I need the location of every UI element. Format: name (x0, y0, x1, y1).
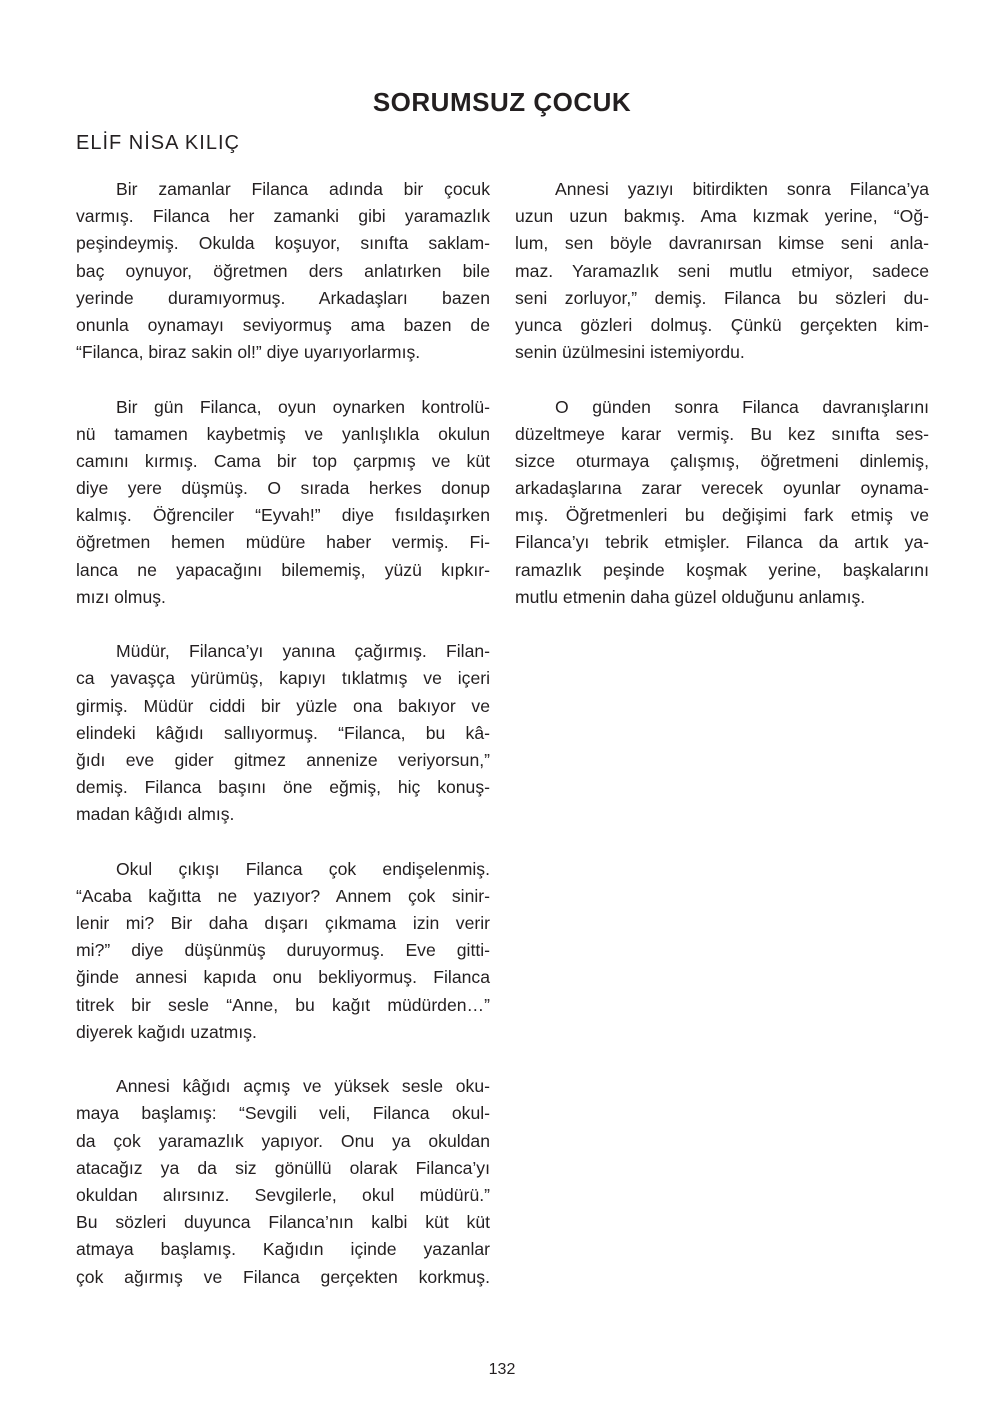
text-line: ğıdı eve gider gitmez annenize veriyorsun,” (76, 749, 490, 770)
paragraph (76, 1073, 490, 1291)
text-line: maz. Yaramazlık seni mutlu etmiyor, sadece (515, 260, 929, 281)
text-line: mutlu etmenin daha güzel olduğunu anlamış. (515, 586, 866, 607)
text-line: uzun uzun bakmış. Ama kızmak yerine, “Oğ- (515, 206, 929, 227)
paragraph (76, 638, 490, 828)
text-line: baç oynuyor, öğretmen ders anlatırken bile (76, 260, 490, 281)
text-line: elindeki kâğıdı sallıyormuş. “Filanca, bu kâ- (76, 722, 490, 743)
text-line: maya başlamış: “Sevgili veli, Filanca okul- (76, 1103, 490, 1124)
text-line: yunca gözleri dolmuş. Çünkü gerçekten kim- (515, 314, 929, 335)
text-line: Bir zamanlar Filanca adında bir çocuk (116, 179, 490, 199)
text-line: varmış. Filanca her zamanki gibi yaramazlık (76, 206, 490, 227)
text-line: “Filanca, biraz sakin ol!” diye uyarıyorlarmış. (76, 342, 421, 363)
text-line: okuldan alırsınız. Sevgilerle, okul müdürü.” (76, 1184, 490, 1205)
text-line: “Acaba kağıtta ne yazıyor? Annem çok sinir- (76, 885, 490, 906)
text-line: lum, sen böyle davranırsan kimse seni anla- (515, 233, 929, 254)
text-line: Bir gün Filanca, oyun oynarken kontrolü- (116, 396, 490, 417)
page-title: SORUMSUZ ÇOCUK (372, 87, 632, 118)
text-line: Filanca’yı tebrik etmişler. Filanca da artık ya- (515, 532, 929, 553)
text-line: diyerek kağıdı uzatmış. (76, 1021, 257, 1042)
text-line: arkadaşlarına zarar verecek oyunlar oynama- (515, 478, 929, 499)
text-line: atacağız ya da siz gönüllü olarak Filanca’yı (76, 1157, 490, 1178)
text-line: demiş. Filanca başını öne eğmiş, hiç konuş- (76, 777, 490, 798)
text-line: senin üzülmesini istemiyordu. (515, 342, 745, 363)
text-line: ca yavaşça yürümüş, kapıyı tıklatmış ve içeri (76, 668, 490, 689)
paragraph (76, 856, 490, 1046)
paragraph (515, 394, 929, 612)
right-column (515, 176, 929, 638)
text-line: kalmış. Öğrenciler “Eyvah!” diye fısıldaşırken (76, 505, 490, 526)
text-line: Okul çıkışı Filanca çok endişelenmiş. (116, 858, 490, 879)
text-line: mi?” diye düşünmüş duruyormuş. Eve gitti- (76, 940, 490, 961)
page-number: 132 (488, 1361, 516, 1378)
text-line: Müdür, Filanca’yı yanına çağırmış. Filan- (116, 641, 490, 662)
author-name: ELİF NİSA KILIÇ (76, 132, 240, 154)
text-line: yerinde duramıyormuş. Arkadaşları bazen (76, 287, 490, 308)
text-line: nü tamamen kaybetmiş ve yanlışlıkla okulun (76, 423, 490, 444)
text-line: lenir mi? Bir daha dışarı çıkmama izin verir (76, 913, 490, 934)
text-line: seni zorluyor,” demiş. Filanca bu sözleri du- (515, 287, 929, 308)
text-line: mızı olmuş. (76, 586, 166, 607)
text-line: da çok yaramazlık yapıyor. Onu ya okuldan (76, 1130, 490, 1151)
text-line: Annesi yazıyı bitirdikten sonra Filanca’ya (555, 179, 929, 199)
paragraph (76, 176, 490, 366)
text-line: diye yere düşmüş. O sırada herkes donup (76, 478, 490, 499)
paragraph (76, 394, 490, 612)
paragraph (515, 176, 929, 366)
text-line: onunla oynamayı seviyormuş ama bazen de (76, 314, 490, 335)
text-line: madan kâğıdı almış. (76, 804, 235, 825)
text-line: çok ağırmış ve Filanca gerçekten korkmuş. (76, 1266, 490, 1287)
text-line: öğretmen hemen müdüre haber vermiş. Fi- (76, 532, 490, 553)
text-line: mış. Öğretmenleri bu değişimi fark etmiş ve (515, 505, 929, 526)
text-line: O günden sonra Filanca davranışlarını (555, 396, 929, 417)
text-line: girmiş. Müdür ciddi bir yüzle ona bakıyor ve (76, 695, 490, 716)
text-line: düzeltmeye karar vermiş. Bu kez sınıfta ses- (515, 423, 929, 444)
text-line: Bu sözleri duyunca Filanca’nın kalbi küt küt (76, 1212, 490, 1233)
text-line: lanca ne yapacağını bilememiş, yüzü kıpkır- (76, 559, 490, 580)
text-line: camını kırmış. Cama bir top çarpmış ve küt (76, 450, 490, 471)
text-line: atmaya başlamış. Kağıdın içinde yazanlar (76, 1239, 490, 1260)
text-line: ğinde annesi kapıda onu bekliyormuş. Filanca (76, 967, 490, 988)
text-line: sizce oturmaya çalışmış, öğretmeni dinlemiş, (515, 450, 929, 471)
text-line: titrek bir sesle “Anne, bu kağıt müdürden…” (76, 994, 490, 1015)
text-line: peşindeymiş. Okulda koşuyor, sınıfta saklam- (76, 233, 490, 254)
text-line: ramazlık peşinde koşmak yerine, başkalarını (515, 559, 929, 580)
left-column (76, 176, 490, 1318)
text-line: Annesi kâğıdı açmış ve yüksek sesle oku- (116, 1076, 490, 1097)
